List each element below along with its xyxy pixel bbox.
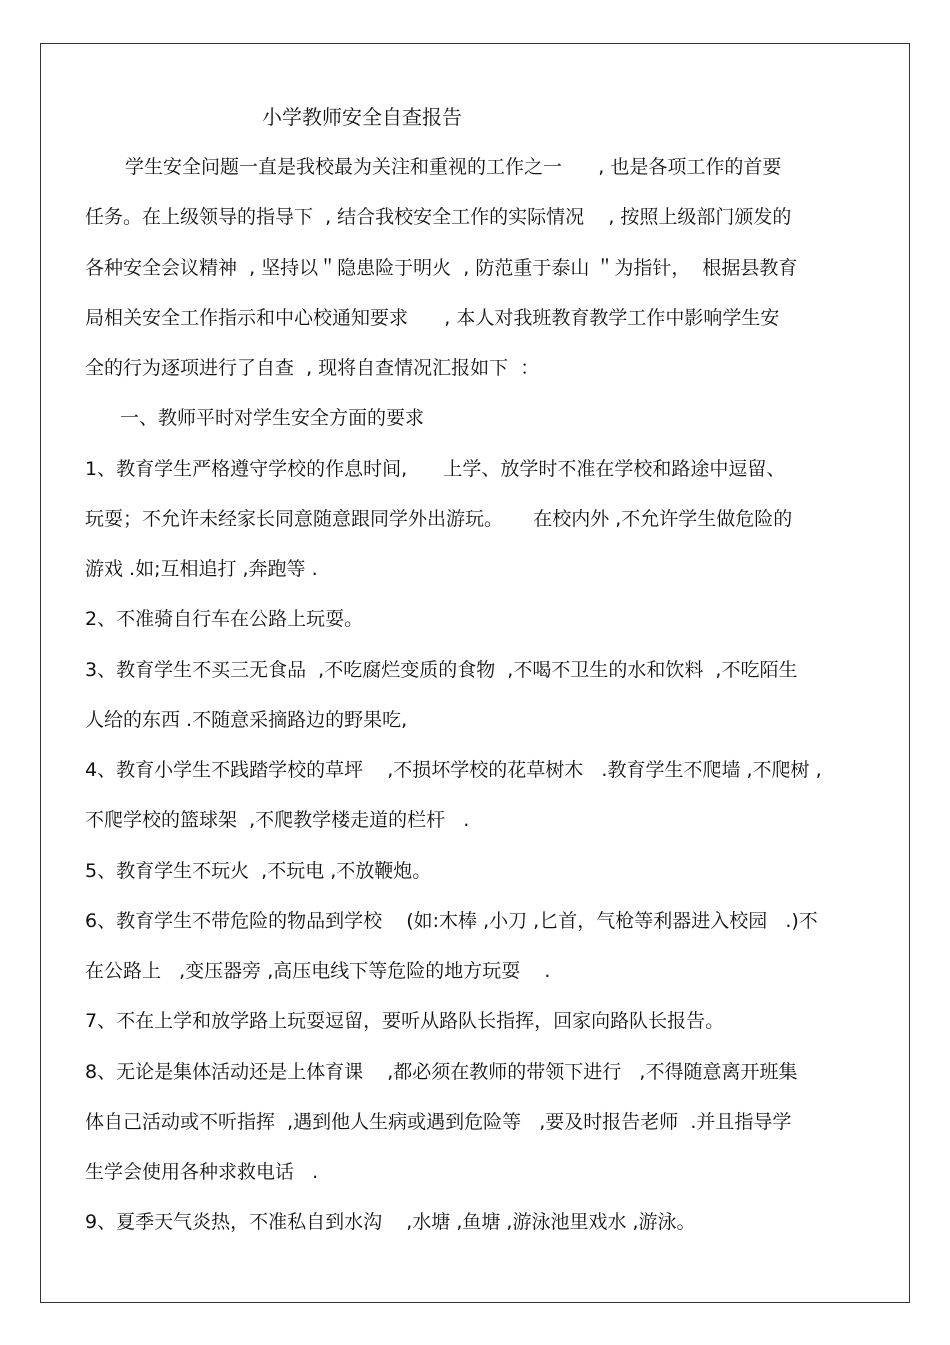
list-item: 7、不在上学和放学路上玩耍逗留，要听从路队长指挥，回家向路队长报告。 [85, 1010, 725, 1032]
list-item: 1、教育学生严格遵守学校的作息时间, 上学、放学时不准在学校和路途中逗留、 [85, 458, 786, 480]
list-item: 6、教育学生不带危险的物品到学校 (如:木棒 ,小刀 ,匕首，气枪等利器进入校园 .)不 [85, 910, 818, 932]
paragraph-line: 学生安全问题一直是我校最为关注和重视的工作之一 , 也是各项工作的首要 [125, 156, 782, 178]
paragraph-line: 各种安全会议精神 , 坚持以＂隐患险于明火 , 防范重于泰山 ＂为指针， 根据县教育 [85, 257, 798, 279]
paragraph-line: 任务。在上级领导的指导下 , 结合我校安全工作的实际情况 , 按照上级部门颁发的 [85, 206, 792, 228]
list-item: 8、无论是集体活动还是上体育课 ,都必须在教师的带领下进行 ,不得随意离开班集 [85, 1061, 798, 1083]
paragraph-line: 全的行为逐项进行了自查 , 现将自查情况汇报如下 ： [85, 357, 540, 379]
list-item: 5、教育学生不玩火 ,不玩电 ,不放鞭炮。 [85, 860, 432, 882]
list-item: 生学会使用各种求救电话 . [85, 1161, 319, 1183]
list-item: 体自己活动或不听指挥 ,遇到他人生病或遇到危险等 ,要及时报告老师 .并且指导学 [85, 1111, 792, 1133]
list-item: 2、不准骑自行车在公路上玩耍。 [85, 608, 364, 630]
list-item: 游戏 .如;互相追打 ,奔跑等 . [85, 558, 318, 580]
list-item: 在公路上 ,变压器旁 ,高压电线下等危险的地方玩耍 . [85, 960, 551, 982]
paragraph-line: 局相关安全工作指示和中心校通知要求 , 本人对我班教育教学工作中影响学生安 [85, 307, 780, 329]
list-item: 3、教育学生不买三无食品 ,不吃腐烂变质的食物 ,不喝不卫生的水和饮料 ,不吃陌生 [85, 659, 798, 681]
list-item: 4、教育小学生不践踏学校的草坪 ,不损坏学校的花草树木 .教育学生不爬墙 ,不爬树 , [85, 759, 822, 781]
list-item: 玩耍；不允许未经家长同意随意跟同学外出游玩。 在校内外 ,不允许学生做危险的 [85, 508, 793, 530]
section-heading: 一、教师平时对学生安全方面的要求 [120, 407, 425, 429]
list-item: 9、夏季天气炎热，不准私自到水沟 ,水塘 ,鱼塘 ,游泳池里戏水 ,游泳。 [85, 1211, 696, 1233]
list-item: 不爬学校的篮球架 ,不爬教学楼走道的栏杆 . [85, 809, 470, 831]
page-title: 小学教师安全自查报告 [262, 105, 462, 129]
list-item: 人给的东西 .不随意采摘路边的野果吃, [85, 709, 408, 731]
